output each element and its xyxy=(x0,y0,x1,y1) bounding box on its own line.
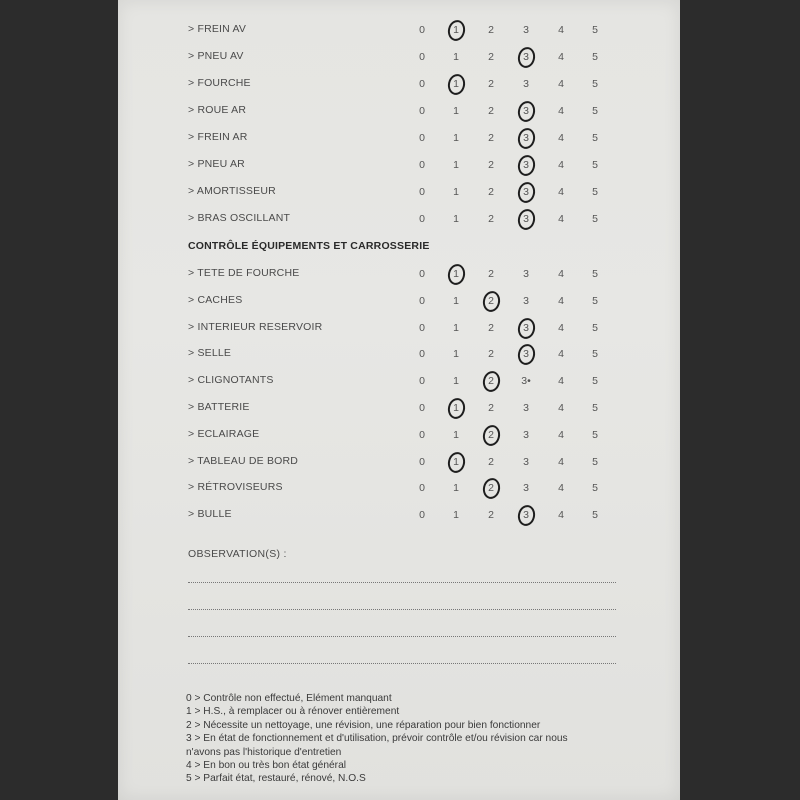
checklist-item-label: > TETE DE FOURCHE xyxy=(188,267,300,279)
score-option[interactable]: 0 xyxy=(419,24,425,36)
score-option[interactable]: 1 xyxy=(453,348,459,361)
score-option[interactable]: 3 xyxy=(523,24,529,36)
observation-line xyxy=(188,609,616,610)
score-option[interactable]: 1 xyxy=(453,321,459,334)
score-option[interactable]: 2 xyxy=(488,51,494,63)
score-option[interactable]: 4 xyxy=(558,375,564,388)
checklist-row xyxy=(118,371,680,391)
score-option[interactable]: 1 xyxy=(453,375,459,388)
score-option[interactable]: 4 xyxy=(558,213,564,225)
score-option[interactable]: 2 xyxy=(488,105,494,117)
checklist-item-label: > BRAS OSCILLANT xyxy=(188,212,291,224)
checklist-item-label: > PNEU AV xyxy=(188,50,244,62)
score-option[interactable]: 2 xyxy=(488,321,494,334)
score-option[interactable]: 5 xyxy=(592,402,598,414)
checklist-item-label: > CLIGNOTANTS xyxy=(188,374,274,387)
score-option[interactable]: 4 xyxy=(558,24,564,36)
checklist-row xyxy=(118,47,680,67)
score-option[interactable]: 4 xyxy=(558,294,564,307)
score-option[interactable]: 3 xyxy=(515,211,537,227)
score-option[interactable]: 1 xyxy=(445,454,467,470)
score-option[interactable]: 2 xyxy=(488,455,494,468)
observation-line xyxy=(188,636,616,637)
score-option[interactable]: 2 xyxy=(480,480,502,496)
score-option[interactable]: 3• xyxy=(521,375,531,388)
score-option[interactable]: 4 xyxy=(558,482,564,495)
score-option[interactable]: 4 xyxy=(558,402,564,414)
score-option[interactable]: 0 xyxy=(419,455,425,468)
score-option[interactable]: 3 xyxy=(515,103,537,119)
checklist-row xyxy=(118,155,680,175)
score-option[interactable]: 1 xyxy=(453,294,459,307)
observation-line xyxy=(188,582,616,583)
score-option[interactable]: 1 xyxy=(453,51,459,63)
score-option[interactable]: 1 xyxy=(453,186,459,198)
score-option[interactable]: 2 xyxy=(488,213,494,225)
score-option[interactable]: 3 xyxy=(515,184,537,200)
score-option[interactable]: 5 xyxy=(592,51,598,63)
score-option[interactable]: 4 xyxy=(558,105,564,117)
checklist-item-label: > RÉTROVISEURS xyxy=(188,481,283,494)
score-option[interactable]: 1 xyxy=(453,105,459,117)
checklist-row xyxy=(118,182,680,202)
score-option[interactable]: 0 xyxy=(419,51,425,63)
score-option[interactable]: 2 xyxy=(480,373,502,389)
score-option[interactable]: 5 xyxy=(592,105,598,117)
score-option[interactable]: 0 xyxy=(419,428,425,441)
checklist-row xyxy=(118,478,680,498)
score-option[interactable]: 5 xyxy=(592,482,598,495)
score-option[interactable]: 1 xyxy=(453,159,459,171)
score-option[interactable]: 2 xyxy=(480,427,502,443)
score-option[interactable]: 5 xyxy=(592,509,598,522)
score-option[interactable]: 2 xyxy=(488,509,494,522)
checklist-item-label: > BATTERIE xyxy=(188,401,250,413)
section-title: CONTRÔLE ÉQUIPEMENTS ET CARROSSERIE xyxy=(188,240,430,252)
observation-line xyxy=(188,663,616,664)
checklist-item-label: > FREIN AV xyxy=(188,23,247,35)
checklist-item-label: > AMORTISSEUR xyxy=(188,185,276,197)
checklist-item-label: > CACHES xyxy=(188,293,243,306)
checklist-sheet xyxy=(118,0,680,800)
checklist-item-label: > FOURCHE xyxy=(188,77,251,89)
checklist-item-label: > ECLAIRAGE xyxy=(188,427,260,440)
score-option[interactable]: 4 xyxy=(558,159,564,171)
score-option[interactable]: 5 xyxy=(592,24,598,36)
checklist-item-label: > SELLE xyxy=(188,347,232,360)
score-option[interactable]: 2 xyxy=(488,24,494,36)
score-option[interactable]: 5 xyxy=(592,159,598,171)
score-option[interactable]: 4 xyxy=(558,428,564,441)
score-option[interactable]: 2 xyxy=(488,78,494,90)
score-option[interactable]: 3 xyxy=(515,507,537,523)
checklist-row xyxy=(118,291,680,311)
score-option[interactable]: 5 xyxy=(592,268,598,280)
score-option[interactable]: 4 xyxy=(558,132,564,144)
score-option[interactable]: 2 xyxy=(488,186,494,198)
score-option[interactable]: 5 xyxy=(592,321,598,334)
checklist-item-label: > FREIN AR xyxy=(188,131,248,143)
score-option[interactable]: 4 xyxy=(558,51,564,63)
score-option[interactable]: 2 xyxy=(480,293,502,309)
score-option[interactable]: 1 xyxy=(453,509,459,522)
score-option[interactable]: 3 xyxy=(523,455,529,468)
checklist-item-label: > INTERIEUR RESERVOIR xyxy=(188,320,323,333)
legend-line: 5 > Parfait état, restauré, rénové, N.O.S xyxy=(186,773,366,785)
score-option[interactable]: 0 xyxy=(419,321,425,334)
score-option[interactable]: 4 xyxy=(558,509,564,522)
score-option[interactable]: 1 xyxy=(453,132,459,144)
checklist-row xyxy=(118,425,680,445)
score-option[interactable]: 4 xyxy=(558,321,564,334)
score-option[interactable]: 1 xyxy=(445,266,467,282)
checklist-row xyxy=(118,264,680,284)
score-option[interactable]: 1 xyxy=(445,76,467,92)
checklist-item-label: > TABLEAU DE BORD xyxy=(188,454,299,467)
score-option[interactable]: 2 xyxy=(488,268,494,280)
checklist-row xyxy=(118,344,680,364)
score-option[interactable]: 3 xyxy=(515,49,537,65)
score-option[interactable]: 0 xyxy=(419,268,425,280)
score-option[interactable]: 5 xyxy=(592,213,598,225)
score-option[interactable]: 0 xyxy=(419,78,425,90)
score-option[interactable]: 0 xyxy=(419,375,425,388)
score-option[interactable]: 4 xyxy=(558,268,564,280)
score-option[interactable]: 3 xyxy=(515,130,537,146)
score-option[interactable]: 0 xyxy=(419,509,425,522)
score-option[interactable]: 5 xyxy=(592,455,598,468)
legend-line: 1 > H.S., à remplacer ou à rénover entièrement xyxy=(186,706,400,718)
checklist-row xyxy=(118,20,680,40)
score-option[interactable]: 4 xyxy=(558,186,564,198)
checklist-row xyxy=(118,452,680,472)
score-option[interactable]: 3 xyxy=(515,157,537,173)
score-option[interactable]: 0 xyxy=(419,186,425,198)
score-option[interactable]: 1 xyxy=(445,400,467,416)
checklist-row xyxy=(118,74,680,94)
score-option[interactable]: 2 xyxy=(488,348,494,361)
observations-title: OBSERVATION(S) : xyxy=(188,548,287,560)
score-option[interactable]: 0 xyxy=(419,105,425,117)
score-option[interactable]: 5 xyxy=(592,186,598,198)
checklist-row xyxy=(118,398,680,418)
checklist-row xyxy=(118,101,680,121)
legend-line: 2 > Nécessite un nettoyage, une révision, une réparation pour bien fonctionner xyxy=(186,719,541,731)
checklist-row xyxy=(118,505,680,525)
score-option[interactable]: 1 xyxy=(453,428,459,441)
score-option[interactable]: 5 xyxy=(592,348,598,361)
checklist-row xyxy=(118,209,680,229)
score-option[interactable]: 1 xyxy=(453,482,459,495)
score-legend xyxy=(186,692,616,786)
score-option[interactable]: 1 xyxy=(445,22,467,38)
score-option[interactable]: 3 xyxy=(523,402,529,414)
checklist-item-label: > BULLE xyxy=(188,508,232,521)
score-option[interactable]: 2 xyxy=(488,132,494,144)
score-option[interactable]: 0 xyxy=(419,294,425,307)
score-option[interactable]: 5 xyxy=(592,294,598,307)
score-option[interactable]: 2 xyxy=(488,159,494,171)
score-option[interactable]: 4 xyxy=(558,455,564,468)
score-option[interactable]: 0 xyxy=(419,482,425,495)
score-option[interactable]: 4 xyxy=(558,78,564,90)
score-option[interactable]: 3 xyxy=(523,428,529,441)
score-option[interactable]: 3 xyxy=(523,294,529,307)
score-option[interactable]: 0 xyxy=(419,213,425,225)
score-option[interactable]: 0 xyxy=(419,348,425,361)
score-option[interactable]: 3 xyxy=(523,268,529,280)
score-option[interactable]: 3 xyxy=(515,320,537,336)
score-option[interactable]: 5 xyxy=(592,375,598,388)
legend-line: 0 > Contrôle non effectué, Elément manquant xyxy=(186,693,392,704)
legend-line: 3 > En état de fonctionnement et d'utilisation, prévoir contrôle et/ou révision car nous xyxy=(186,733,568,745)
score-option[interactable]: 0 xyxy=(419,159,425,171)
score-option[interactable]: 0 xyxy=(419,132,425,144)
checklist-row xyxy=(118,318,680,338)
score-option[interactable]: 5 xyxy=(592,132,598,144)
score-option[interactable]: 2 xyxy=(488,402,494,414)
score-option[interactable]: 0 xyxy=(419,402,425,414)
score-option[interactable]: 4 xyxy=(558,348,564,361)
legend-line: n'avons pas l'historique d'entretien xyxy=(186,746,342,758)
legend-line: 4 > En bon ou très bon état général xyxy=(186,760,347,772)
score-option[interactable]: 3 xyxy=(515,346,537,362)
checklist-row xyxy=(118,128,680,148)
score-option[interactable]: 1 xyxy=(453,213,459,225)
score-option[interactable]: 3 xyxy=(523,482,529,495)
score-option[interactable]: 3 xyxy=(523,78,529,90)
checklist-item-label: > ROUE AR xyxy=(188,104,247,116)
score-option[interactable]: 5 xyxy=(592,428,598,441)
score-option[interactable]: 5 xyxy=(592,78,598,90)
checklist-item-label: > PNEU AR xyxy=(188,158,245,170)
